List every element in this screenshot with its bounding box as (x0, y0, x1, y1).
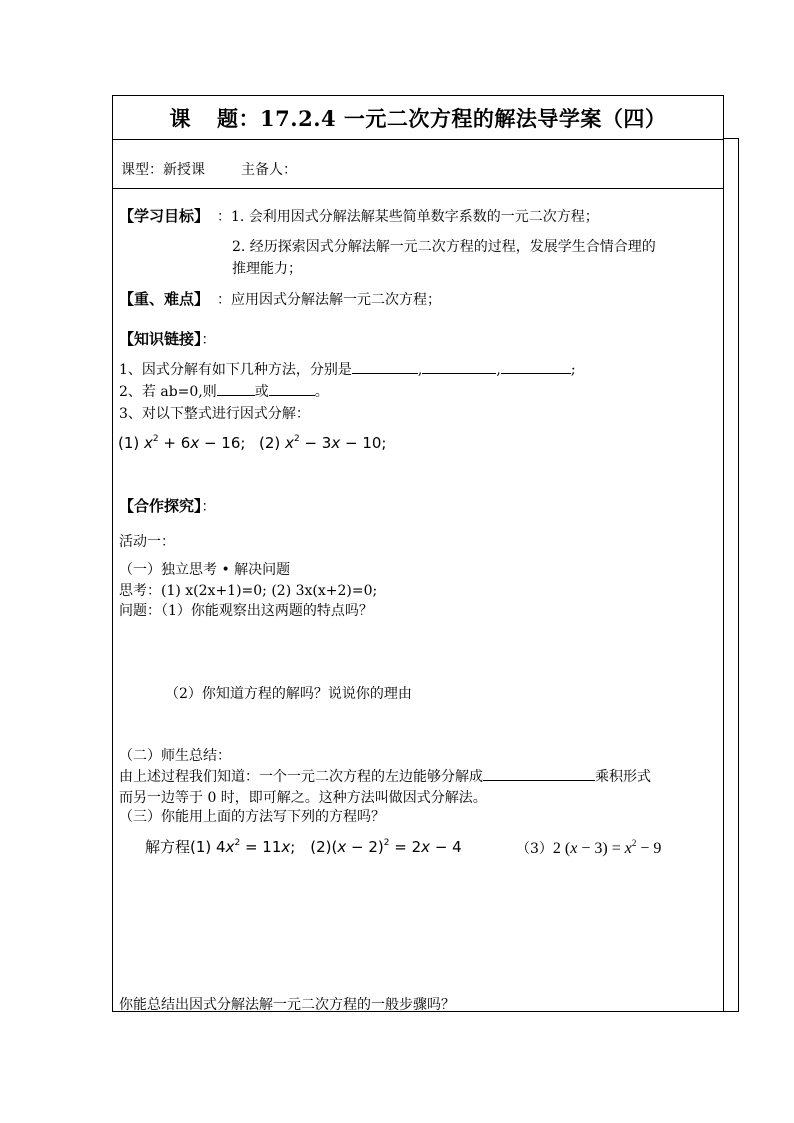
cooperate-heading-text: 【合作探究】 (119, 497, 202, 515)
objective-1: ：1. 会利用因式分解法解某些简单数字系数的一元二次方程； (217, 209, 599, 225)
eq3-exp: 2 (631, 838, 637, 848)
cooperate-heading-colon: ： (201, 499, 216, 515)
expr2-term: − 3 (299, 434, 332, 452)
objectives-heading: 【学习目标】 (119, 207, 210, 225)
eq2-index: (2)( (310, 838, 338, 856)
eq3-left: 2 ( (552, 840, 571, 857)
q1-text: 1、因式分解有如下几种方法，分别是 (119, 362, 352, 378)
eq2-rhs: = 2 (389, 838, 422, 856)
part-1-heading: （一）独立思考 • 解决问题 (119, 562, 291, 578)
expr2-exp: 2 (293, 434, 300, 444)
solve-equations (145, 836, 462, 857)
expr2-var: x (285, 434, 294, 452)
q1-sep-1: , (417, 362, 423, 378)
q2-blank-2[interactable] (269, 383, 315, 396)
preparer-label: 主备人： (241, 162, 297, 178)
knowledge-question-2 (119, 381, 329, 401)
q2-end: 。 (314, 384, 329, 400)
knowledge-heading-colon: ： (201, 332, 216, 348)
eq3-var2: x (624, 840, 632, 857)
title-label: 课 (169, 106, 192, 131)
q1-end: ; (570, 362, 576, 378)
key-points-heading: 【重、难点】 (119, 290, 210, 308)
eq2-end: − 4 (430, 838, 462, 856)
objective-2-line1: 2. 经历探索因式分解法解一元二次方程的过程，发展学生合情合理的 (232, 239, 656, 255)
part-3-heading: （三）你能用上面的方法写下列的方程吗？ (119, 809, 385, 825)
title-text: 题：17.2.4 一元二次方程的解法导学案（四） (217, 106, 667, 131)
expr1-var2: x (190, 434, 200, 452)
expr2-const: − 10; (340, 434, 387, 452)
eq3-var: x (570, 840, 578, 857)
eq2-var2: x (421, 838, 431, 856)
eq1-var2: x (281, 838, 291, 856)
summary-text: 由上述过程我们知道：一个一元二次方程的左边能够分解成 (119, 769, 483, 785)
lesson-type: 课型：新授课 (121, 162, 205, 178)
q2-text: 2、若 ab=0,则 (119, 384, 217, 400)
question-2: （2）你知道方程的解吗？说说你的理由 (165, 686, 412, 702)
expr1-exp: 2 (152, 434, 159, 444)
q2-or: 或 (254, 384, 269, 400)
key-points-text: ：应用因式分解法解一元二次方程； (217, 292, 441, 308)
eq1-index: (1) 4 (190, 838, 226, 856)
cooperate-heading (119, 495, 216, 516)
eq1-rhs: = 11 (240, 838, 282, 856)
knowledge-question-1 (119, 359, 576, 379)
activity-1-label: 活动一： (119, 534, 175, 550)
worksheet-table (112, 95, 724, 1012)
eq2-var: x (337, 838, 347, 856)
expr1-var: x (144, 434, 153, 452)
eq3-end: − 9 (636, 840, 662, 857)
q2-blank-1[interactable] (217, 383, 255, 396)
question-1: 问题：（1）你能观察出这两题的特点吗？ (119, 603, 373, 619)
eq2-exp: 2 (383, 838, 390, 848)
q1-blank-3[interactable] (501, 361, 571, 374)
eq1-var: x (225, 838, 235, 856)
summary-line-2: 而另一边等于 0 时，即可解之。这种方法叫做因式分解法。 (119, 790, 487, 806)
eq3-mid: − 3) = (577, 840, 625, 857)
equation-3 (516, 838, 661, 858)
title-row (113, 96, 723, 140)
final-question: 你能总结出因式分解法解一元二次方程的一般步骤吗？ (119, 997, 455, 1013)
solve-label: 解方程 (145, 838, 191, 856)
equation-1 (190, 838, 295, 856)
eq1-exp: 2 (234, 838, 241, 848)
knowledge-question-3: 3、对以下整式进行因式分解： (119, 406, 310, 422)
factor-expressions (118, 434, 386, 452)
right-column-border (724, 138, 739, 1012)
expr1-const: − 16; (199, 434, 246, 452)
q1-sep-2: , (496, 362, 501, 378)
expr1-index: (1) (118, 434, 140, 452)
eq3-expression (553, 840, 661, 857)
eq3-index: （3） (516, 841, 553, 857)
q1-blank-2[interactable] (422, 361, 496, 374)
eq1-end: ; (290, 838, 296, 856)
meta-row (113, 139, 723, 189)
page-title (113, 103, 723, 133)
expr2-index: (2) (259, 434, 281, 452)
summary-suffix: 乘积形式 (595, 769, 651, 785)
objective-2-line2: 推理能力； (232, 261, 302, 277)
part-2-heading: （二）师生总结： (119, 748, 231, 764)
knowledge-heading-text: 【知识链接】 (119, 330, 202, 348)
eq2-mid: − 2) (346, 838, 384, 856)
expr1-term: + 6 (158, 434, 191, 452)
equation-2 (310, 838, 461, 856)
summary-blank[interactable] (483, 768, 595, 781)
think-equations: 思考：(1) x(2x+1)=0; (2) 3x(x+2)=0; (119, 583, 378, 599)
expr2-var2: x (331, 434, 341, 452)
knowledge-heading (119, 328, 216, 349)
q1-blank-1[interactable] (352, 361, 418, 374)
summary-line-1 (119, 766, 651, 786)
